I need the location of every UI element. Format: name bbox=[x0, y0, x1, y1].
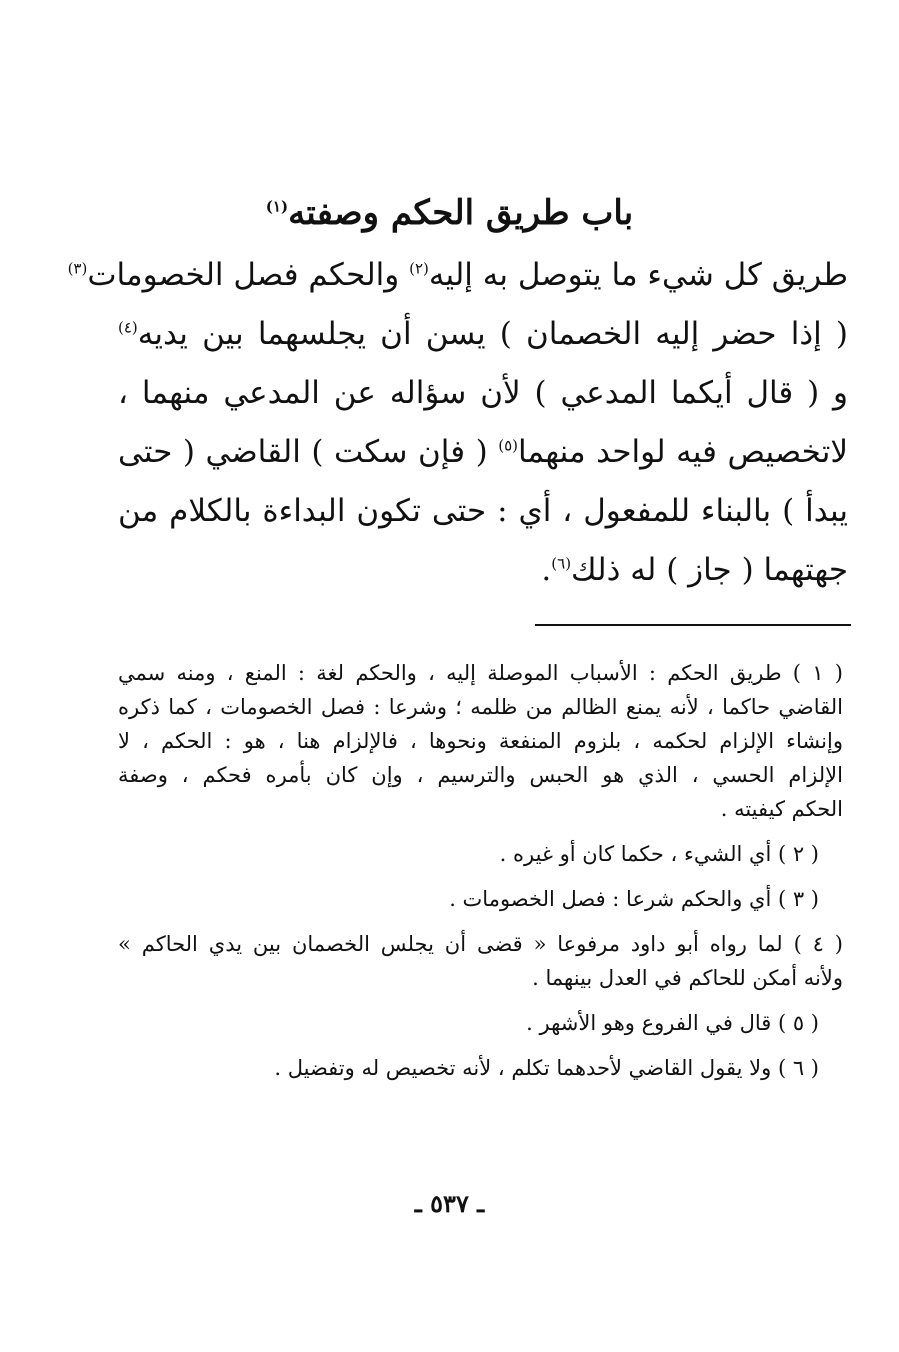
footnote-3 bbox=[118, 882, 843, 916]
footnote-line: ( ٢ ) أي الشيء ، حكما كان أو غيره . bbox=[499, 842, 819, 866]
chapter-heading bbox=[0, 183, 899, 243]
footnote-ref: (٣) bbox=[67, 259, 88, 278]
main-text bbox=[67, 246, 848, 600]
footnote-ref: (١) bbox=[265, 197, 289, 216]
footnote-line: ( ٦ ) ولا يقول القاضي لأحدهما تكلم ، لأنه تخصيص له وتفضيل . bbox=[274, 1056, 819, 1080]
footnote-ref: (٥) bbox=[498, 436, 518, 455]
page-number: ـ ٥٣٧ ـ bbox=[414, 1189, 485, 1218]
footnote-line: ( ٤ ) لما رواه أبو داود مرفوعا « قضى أن يجلس الخصمان بين يدي الحاكم » bbox=[118, 932, 843, 956]
footnote-line: ( ٥ ) قال في الفروع وهو الأشهر . bbox=[526, 1011, 819, 1035]
footnote-line: الإلزام الحسي ، الذي هو الحبس والترسيم ، وإن كان بأمره فحكم ، وصفة bbox=[118, 763, 843, 787]
main-text-line: ( إذا حضر إليه الخصمان ) يسن أن يجلسهما بين يديه$^{(٤)}$ bbox=[118, 316, 848, 352]
main-text-line: و ( قال أيكما المدعي ) لأن سؤاله عن المدعي منهما ، bbox=[118, 375, 848, 411]
footnote-ref: (٢) bbox=[409, 259, 429, 278]
footnote-line: القاضي حاكما ، لأنه يمنع الظالم من ظلمه ؛ وشرعا : فصل الخصومات ، كما ذكره bbox=[118, 695, 843, 719]
footnote-ref: (٤) bbox=[118, 318, 138, 337]
footnote-line: ( ٣ ) أي والحكم شرعا : فصل الخصومات . bbox=[449, 887, 819, 911]
main-text-line: جهتهما ( جاز ) له ذلك$^{(٦)}$. bbox=[541, 552, 848, 588]
footnote-line: ( ١ ) طريق الحكم : الأسباب الموصلة إليه ، والحكم لغة : المنع ، ومنه سمي bbox=[118, 661, 843, 685]
main-text-line: لاتخصيص فيه لواحد منهما$^{(٥)}$ ( فإن سكت ) القاضي ( حتى bbox=[118, 434, 848, 470]
footnotes bbox=[118, 656, 843, 1085]
main-text-line: طريق كل شيء ما يتوصل به إليه$^{(٢)}$ والحكم فصل الخصومات$^{(٣)}$ bbox=[67, 257, 848, 293]
footnote-separator bbox=[535, 624, 851, 626]
footnote-2 bbox=[118, 837, 843, 871]
footnote-6 bbox=[118, 1051, 843, 1085]
footnote-4 bbox=[118, 927, 843, 995]
footnote-1 bbox=[118, 656, 843, 826]
footnote-line: وإنشاء الإلزام لحكمه ، بلزوم المنفعة ونحوها ، فالإلزام هنا ، هو : الحكم ، لا bbox=[118, 729, 843, 753]
footnote-5 bbox=[118, 1006, 843, 1040]
chapter-heading-text: باب طريق الحكم وصفته bbox=[288, 193, 634, 233]
main-text-line: يبدأ ) بالبناء للمفعول ، أي : حتى تكون البداءة بالكلام من bbox=[118, 493, 848, 529]
footnote-line: الحكم كيفيته . bbox=[720, 797, 843, 821]
footnote-ref: (٦) bbox=[551, 554, 572, 573]
footnote-line: ولأنه أمكن للحاكم في العدل بينهما . bbox=[532, 966, 843, 990]
